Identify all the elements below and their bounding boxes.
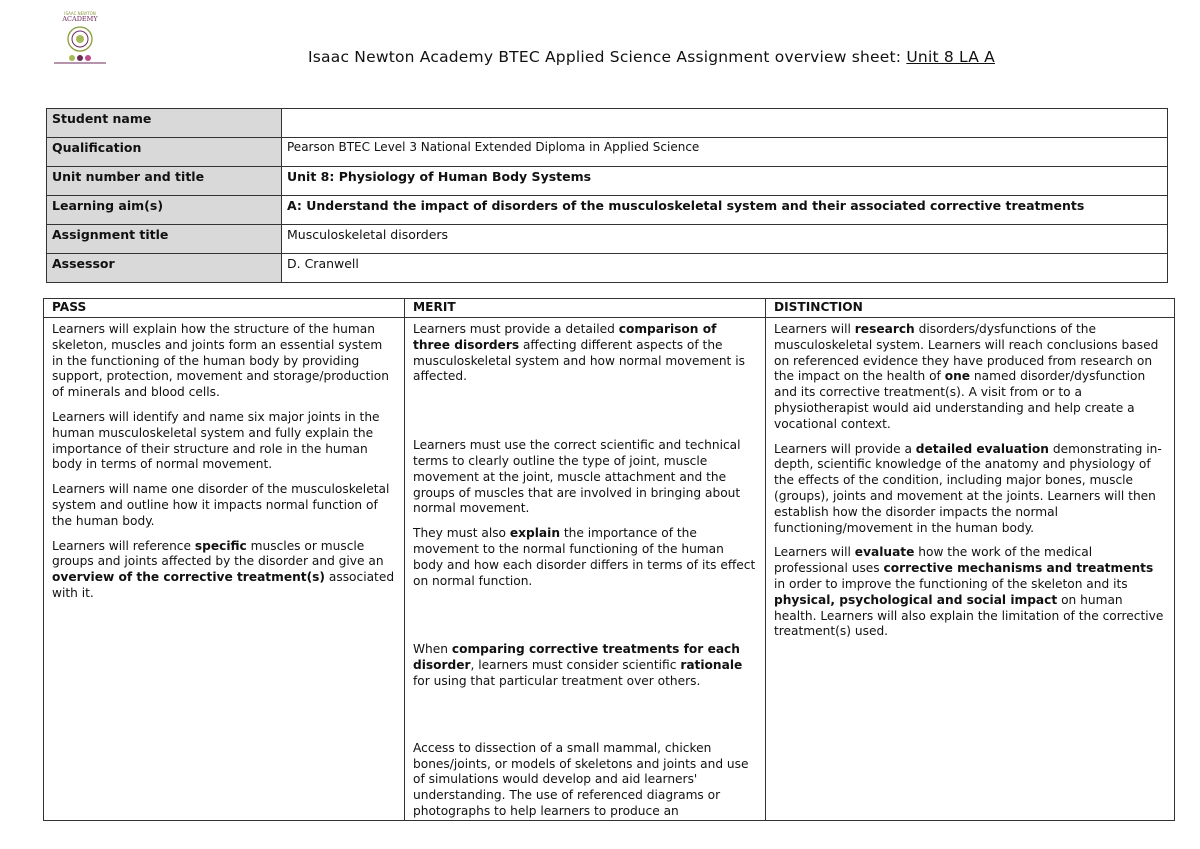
criteria-body-row bbox=[44, 318, 1175, 821]
merit-paragraph: Learners must use the correct scientific and technical terms to clearly outline the type of joint, muscle movement at the joint, muscle attachment and the groups of muscles that are involved in bringing about normal movement. bbox=[413, 438, 741, 516]
distinction-paragraph: Learners will research disorders/dysfunctions of the musculoskeletal system. Learners will reach conclusions based on referenced evidence they have produced from research on the impact on the health of one named disorder/dysfunction and its corrective treatment(s). A visit from or to a physiotherapist would aid understanding and help create a vocational context. bbox=[774, 322, 1159, 431]
qualification-value: Pearson BTEC Level 3 National Extended Diploma in Applied Science bbox=[282, 138, 1168, 167]
qualification-label: Qualification bbox=[47, 138, 282, 167]
pass-paragraph: Learners will name one disorder of the musculoskeletal system and outline how it impacts normal function of the human body. bbox=[52, 482, 390, 528]
unit-value: Unit 8: Physiology of Human Body Systems bbox=[282, 167, 1168, 196]
distinction-criteria bbox=[766, 318, 1175, 821]
student-name-field[interactable] bbox=[282, 109, 1168, 138]
pass-criteria bbox=[44, 318, 405, 821]
svg-text:ISAAC NEWTON: ISAAC NEWTON bbox=[64, 11, 96, 16]
table-row bbox=[47, 254, 1168, 283]
table-row bbox=[47, 138, 1168, 167]
assignment-title-label: Assignment title bbox=[47, 225, 282, 254]
assessor-label: Assessor bbox=[47, 254, 282, 283]
merit-paragraph: Learners must provide a detailed comparison of three disorders affecting different aspects of the musculoskeletal system and how normal movement is affected. bbox=[413, 322, 745, 384]
pass-paragraph: Learners will reference specific muscles or muscle groups and joints affected by the disorder and give an overview of the corrective treatment(s) associated with it. bbox=[52, 538, 395, 600]
pass-paragraph: Learners will explain how the structure of the human skeleton, muscles and joints form an essential system in the functioning of the human body by providing support, protection, movement and storage/production of minerals and blood cells. bbox=[52, 322, 389, 400]
merit-paragraph: They must also explain the importance of the movement to the normal functioning of the human body and how each disorder differs in terms of its effect on normal function. bbox=[413, 526, 756, 588]
title-unit: Unit 8 LA A bbox=[906, 48, 995, 66]
assignment-title-value: Musculoskeletal disorders bbox=[282, 225, 1168, 254]
criteria-header-row bbox=[44, 299, 1175, 318]
table-row bbox=[47, 225, 1168, 254]
table-row bbox=[47, 109, 1168, 138]
pass-paragraph: Learners will identify and name six major joints in the human musculoskeletal system and fully explain the importance of their structure and role in the human body in terms of normal movement. bbox=[52, 409, 380, 472]
distinction-paragraph: Learners will evaluate how the work of the medical professional uses corrective mechanisms and treatments in order to improve the functioning of the skeleton and its physical, psychological and social impact on human health. Learners will also explain the limitation of the corrective treatment(s) used. bbox=[774, 545, 1164, 639]
distinction-heading: DISTINCTION bbox=[766, 299, 1175, 318]
student-name-label: Student name bbox=[47, 109, 282, 138]
assessor-value: D. Cranwell bbox=[282, 254, 1168, 283]
criteria-table bbox=[43, 298, 1175, 821]
merit-paragraph: Access to dissection of a small mammal, chicken bones/joints, or models of skeletons and joints and use of simulations would develop and aid learners' understanding. The use of referenced diagrams or photographs to help learners to produce an bbox=[413, 740, 749, 818]
academy-logo bbox=[52, 10, 108, 66]
info-table bbox=[46, 108, 1168, 283]
unit-label: Unit number and title bbox=[47, 167, 282, 196]
pass-heading: PASS bbox=[44, 299, 405, 318]
svg-text:ACADEMY: ACADEMY bbox=[62, 15, 98, 23]
merit-heading: MERIT bbox=[405, 299, 766, 318]
merit-paragraph: When comparing corrective treatments for each disorder, learners must consider scientific rationale for using that particular treatment over others. bbox=[413, 642, 743, 688]
table-row bbox=[47, 167, 1168, 196]
title-prefix: Isaac Newton Academy BTEC Applied Science Assignment overview sheet: bbox=[308, 48, 902, 66]
table-row bbox=[47, 196, 1168, 225]
learning-aims-label: Learning aim(s) bbox=[47, 196, 282, 225]
merit-criteria bbox=[405, 318, 766, 821]
learning-aims-value: A: Understand the impact of disorders of the musculoskeletal system and their associated corrective treatments bbox=[282, 196, 1168, 225]
page-title bbox=[308, 48, 995, 66]
distinction-paragraph: Learners will provide a detailed evaluation demonstrating in-depth, scientific knowledge of the anatomy and physiology of the effects of the condition, including major bones, muscle (groups), joints and movement at the joints. Learners will then establish how the disorder impacts the normal functioning/movement in the human body. bbox=[774, 441, 1162, 535]
